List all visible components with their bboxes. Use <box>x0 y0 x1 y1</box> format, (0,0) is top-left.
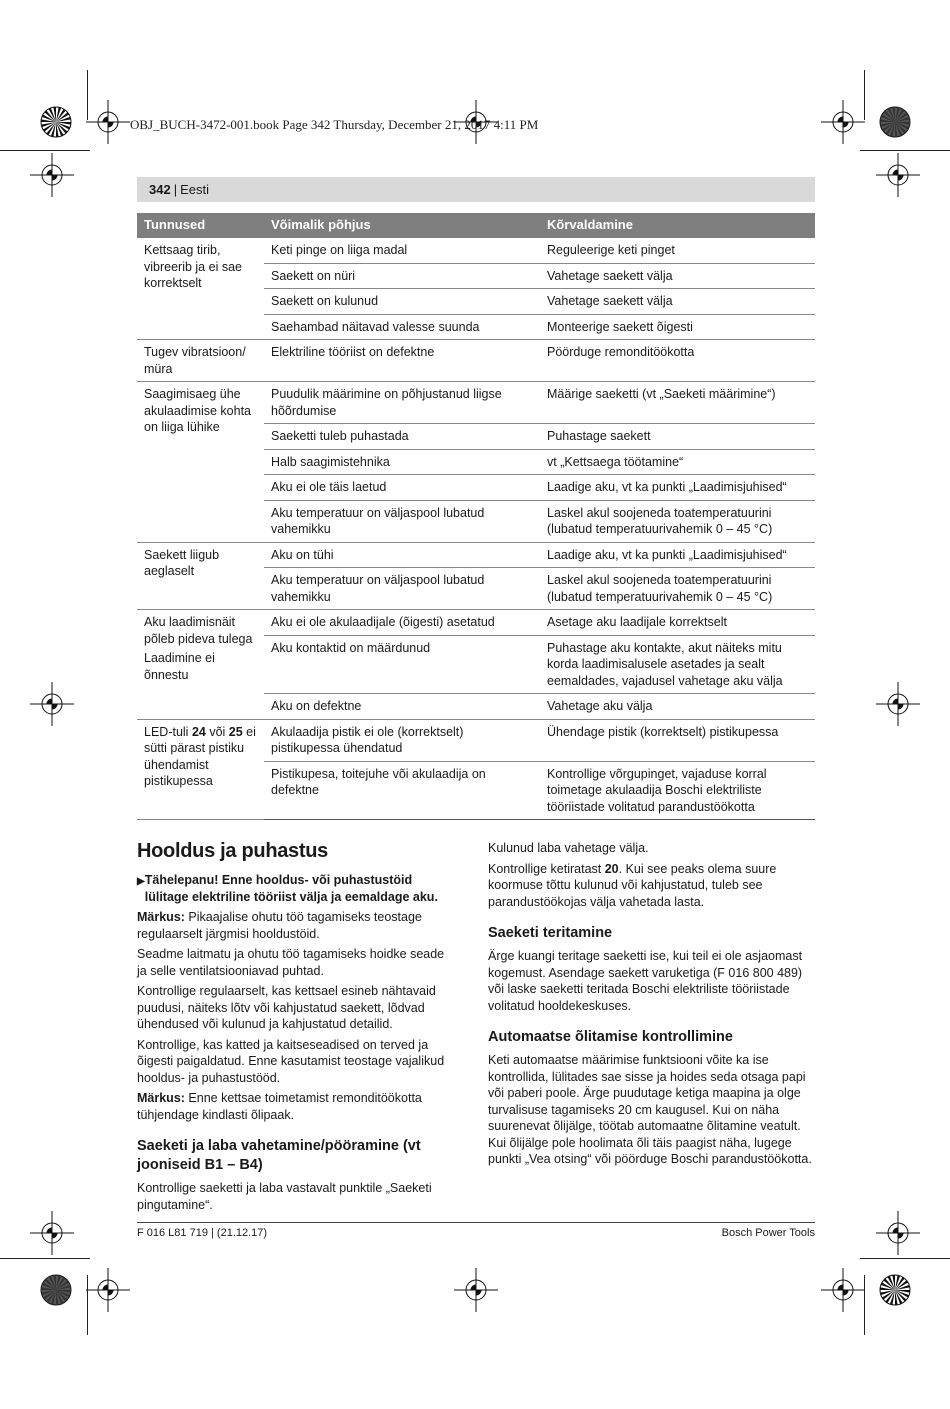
warning-text: Tähelepanu! Enne hooldus- või puhastustöid lülitage elektriline tööriist välja ja eemaldage aku. <box>144 873 438 904</box>
cause-cell: Aku kontaktid on määrdunud <box>264 635 540 694</box>
paragraph: Kulunud laba vahetage välja. <box>488 841 649 855</box>
header-language: Eesti <box>180 182 209 197</box>
remedy-cell: Vahetage saekett välja <box>540 263 815 289</box>
table-row <box>137 382 815 424</box>
remedy-cell: Reguleerige keti pinget <box>540 238 815 263</box>
symptom-cell <box>137 610 264 720</box>
crop-line <box>0 150 90 151</box>
crop-line <box>864 70 865 120</box>
paragraph <box>488 861 816 911</box>
file-slug: OBJ_BUCH-3472-001.book Page 342 Thursday, December 21, 2017 4:11 PM <box>130 117 539 132</box>
cause-cell: Aku on defektne <box>264 694 540 720</box>
symptom-cell <box>137 542 264 610</box>
cause-cell: Saeketti tuleb puhastada <box>264 424 540 450</box>
page-number: 342 <box>149 182 171 197</box>
left-column <box>137 840 457 1217</box>
header-separator: | <box>173 182 178 197</box>
symptom-text: Saagimisaeg ühe akulaadimise kohta on liiga lühike <box>144 387 252 434</box>
cause-cell: Elektriline tööriist on defektne <box>264 340 540 382</box>
registration-mark-icon <box>821 1268 865 1312</box>
footer-doc-id: F 016 L81 719 | (21.12.17) <box>137 1227 268 1239</box>
registration-mark-icon <box>30 682 74 726</box>
cause-cell: Aku on tühi <box>264 542 540 568</box>
cause-cell: Saekett on kulunud <box>264 289 540 315</box>
column-header-symptom: Tunnused <box>137 213 264 238</box>
paragraph: Keti automaatse määrimise funktsiooni võite ka ise kontrollida, lülitades sae sisse ja hoides seda otsaga papi või paberi poole. Ärge puudutage ketiga maapina ja olge turvalisuse tagamiseks 20 cm kaugusel. Kui on näha suurenevat õlijälge, töötab automaatne õlitamine veatult. Kui õlijälge pole hoolimata õli täis paagist näha, lugege punkti „Vea otsing“ või pöörduge Boschi parandustöökotta. <box>488 1053 812 1166</box>
symptom-text: Tugev vibratsioon/ müra <box>144 345 246 376</box>
remedy-cell: Laadige aku, vt ka punkti „Laadimisjuhised“ <box>540 542 815 568</box>
remedy-cell: vt „Kettsaega töötamine“ <box>540 449 815 475</box>
paragraph: Kontrollige, kas katted ja kaitseseadised on terved ja õigesti paigaldatud. Enne kasutamist teostage vajalikud hooldus- ja puhastustööd. <box>137 1037 445 1085</box>
starburst-mark-icon <box>879 106 911 138</box>
remedy-cell: Monteerige saekett õigesti <box>540 314 815 340</box>
symptom-text: Aku laadimisnäit põleb pideva tulega <box>144 615 253 646</box>
remedy-cell: Puhastage aku kontakte, akut näiteks mitu korda laadimisalusele asetades ja sealt eemaldades, vajadusel vahetage aku välja <box>540 635 815 694</box>
remedy-cell: Laskel akul soojeneda toatemperatuurini (lubatud temperatuurivahemik 0 – 45 °C) <box>540 568 815 610</box>
crop-line <box>87 1275 88 1335</box>
text: . Kui see peaks olema suure koormuse tõttu kulunud või kahjustatud, tuleb see parandustöökojas välja vahetada lasta. <box>488 861 777 909</box>
note-paragraph <box>137 1090 457 1123</box>
subheading-auto-oiling: Automaatse õlitamise kontrollimine <box>488 1029 733 1045</box>
registration-mark-icon <box>454 1268 498 1312</box>
registration-mark-icon <box>86 100 130 144</box>
section-title-maintenance: Hooldus ja puhastus <box>137 840 328 862</box>
remedy-cell: Määrige saeketti (vt „Saeketi määrimine“) <box>540 382 815 424</box>
starburst-mark-icon <box>879 1274 911 1306</box>
cause-cell: Akulaadija pistik ei ole (korrektselt) pistikupessa ühendatud <box>264 719 540 761</box>
remedy-cell: Vahetage aku välja <box>540 694 815 720</box>
starburst-mark-icon <box>40 106 72 138</box>
crop-line <box>860 1258 950 1259</box>
symptom-text: Saekett liigub aeglaselt <box>144 547 220 578</box>
table-header-row <box>137 213 815 238</box>
cause-cell: Puudulik määrimine on põhjustanud liigse hõõrdumise <box>264 382 540 424</box>
remedy-cell: Laadige aku, vt ka punkti „Laadimisjuhised“ <box>540 475 815 501</box>
cause-cell: Aku temperatuur on väljaspool lubatud vahemikku <box>264 568 540 610</box>
table-row <box>137 238 815 263</box>
remedy-cell: Puhastage saekett <box>540 424 815 450</box>
registration-mark-icon <box>30 1211 74 1255</box>
table-row <box>137 542 815 568</box>
note-label: Märkus: <box>137 1091 185 1105</box>
remedy-cell: Asetage aku laadijale korrektselt <box>540 610 815 636</box>
registration-mark-icon <box>876 1211 920 1255</box>
symptom-text-a: LED-tuli <box>144 724 192 739</box>
symptom-cell <box>137 719 264 820</box>
led-ref-25: 25 <box>228 724 243 739</box>
remedy-cell: Vahetage saekett välja <box>540 289 815 315</box>
footer-brand: Bosch Power Tools <box>721 1227 815 1239</box>
paragraph: Ärge kuangi teritage saeketti ise, kui teil ei ole asjaomast kogemust. Asendage saekett varuketiga (F 016 800 489) või laske saeketti teritada Boschi elektriliste tööriistade volitatud hooldekeskuses. <box>488 949 803 1013</box>
symptom-text-c: ei sütti pärast pistiku ühendamist pistikupessa <box>144 724 256 788</box>
cause-cell: Pistikupesa, toitejuhe või akulaadija on defektne <box>264 761 540 820</box>
footer-rule <box>137 1222 815 1223</box>
crop-line <box>864 1275 865 1335</box>
table-row <box>137 340 815 382</box>
starburst-mark-icon <box>40 1274 72 1306</box>
paragraph: Kontrollige regulaarselt, kas kettsael esineb nähtavaid puudusi, näiteks lõtv või kahjustatud saekett, lõdvad ühendused või kulunud ja kahjustatud detailid. <box>137 984 436 1031</box>
registration-mark-icon <box>86 1268 130 1312</box>
cause-cell: Aku ei ole täis laetud <box>264 475 540 501</box>
right-column <box>488 840 816 1172</box>
subheading-chain-replacement: Saeketi ja laba vahetamine/pööramine (vt jooniseid B1 – B4) <box>137 1138 421 1173</box>
subheading-sharpening: Saeketi teritamine <box>488 925 613 941</box>
paragraph: Kontrollige saeketti ja laba vastavalt punktile „Saeketi pingutamine“. <box>137 1181 432 1212</box>
symptom-text: Kettsaag tirib, vibreerib ja ei sae korrektselt <box>144 243 242 290</box>
cause-cell: Halb saagimistehnika <box>264 449 540 475</box>
note-text: Enne kettsae toimetamist remonditöökotta tühjendage kindlasti õlipaak. <box>137 1091 422 1122</box>
cause-cell: Aku temperatuur on väljaspool lubatud vahemikku <box>264 500 540 542</box>
cause-cell: Saekett on nüri <box>264 263 540 289</box>
paragraph: Seadme laitmatu ja ohutu töö tagamiseks hoidke seade ja selle ventilatsiooniavad puhtad. <box>137 947 445 978</box>
cause-cell: Aku ei ole akulaadijale (õigesti) asetatud <box>264 610 540 636</box>
note-paragraph <box>137 909 457 942</box>
registration-mark-icon <box>821 100 865 144</box>
crop-line <box>87 70 88 120</box>
note-text: Pikaajalise ohutu töö tagamiseks teostage regulaarselt järgmisi hooldustöid. <box>137 910 422 941</box>
remedy-cell: Laskel akul soojeneda toatemperatuurini (lubatud temperatuurivahemik 0 – 45 °C) <box>540 500 815 542</box>
page-header <box>137 177 815 202</box>
registration-mark-icon <box>876 682 920 726</box>
cause-cell: Saehambad näitavad valesse suunda <box>264 314 540 340</box>
column-header-cause: Võimalik põhjus <box>264 213 540 238</box>
note-label: Märkus: <box>137 910 185 924</box>
crop-line <box>860 150 950 151</box>
led-ref-24: 24 <box>191 724 206 739</box>
symptom-text-b: või <box>205 724 229 739</box>
remedy-cell: Ühendage pistik (korrektselt) pistikupessa <box>540 719 815 761</box>
registration-mark-icon <box>30 153 74 197</box>
warning-bullet-icon: ▶ <box>137 876 145 887</box>
symptom-cell <box>137 382 264 543</box>
table-row <box>137 719 815 761</box>
table-row <box>137 610 815 636</box>
crop-line <box>0 1258 90 1259</box>
registration-mark-icon <box>876 153 920 197</box>
symptom-cell <box>137 340 264 382</box>
text: Kontrollige ketiratast <box>488 861 605 876</box>
troubleshooting-table <box>137 213 815 820</box>
symptom-cell <box>137 238 264 340</box>
remedy-cell: Pöörduge remonditöökotta <box>540 340 815 382</box>
warning-paragraph <box>137 872 457 905</box>
sprocket-ref: 20 <box>604 861 619 876</box>
remedy-cell: Kontrollige võrgupinget, vajaduse korral toimetage akulaadija Boschi elektriliste tööriistade volitatud parandustöökotta <box>540 761 815 820</box>
column-header-remedy: Kõrvaldamine <box>540 213 815 238</box>
symptom-extra-text: Laadimine ei õnnestu <box>144 651 215 682</box>
cause-cell: Keti pinge on liiga madal <box>264 238 540 263</box>
